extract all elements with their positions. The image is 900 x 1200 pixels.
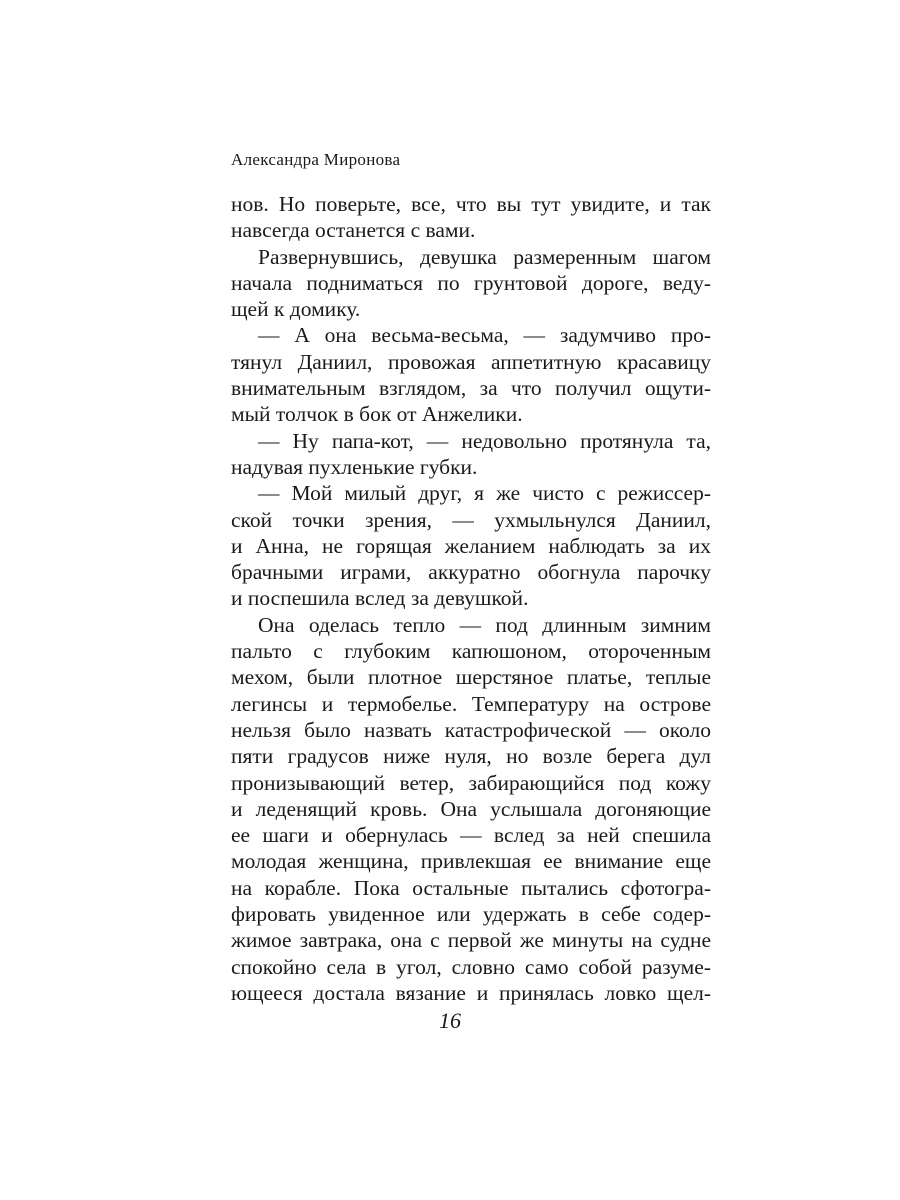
text-line: внимательным взглядом, за что получил ощути-	[231, 376, 711, 401]
text-line: пяти градусов ниже нуля, но возле берега дул	[231, 744, 711, 769]
text-line: мехом, были плотное шерстяное платье, теплые	[231, 665, 711, 690]
text-line: жимое завтрака, она с первой же минуты на судне	[231, 928, 711, 953]
text-line: навсегда останется с вами.	[231, 218, 476, 243]
text-line: и Анна, не горящая желанием наблюдать за их	[231, 533, 711, 558]
text-line: Развернувшись, девушка размеренным шагом	[258, 244, 711, 269]
text-line: легинсы и термобелье. Температуру на острове	[231, 691, 711, 716]
text-line: тянул Даниил, провожая аппетитную красавицу	[231, 349, 711, 374]
text-line: и поспешила вслед за девушкой.	[231, 586, 529, 611]
running-head-author: Александра Миронова	[231, 150, 401, 169]
text-line: щей к домику.	[231, 297, 361, 322]
text-line: нов. Но поверьте, все, что вы тут увидите, и так	[231, 192, 711, 216]
text-line: ской точки зрения, — ухмыльнулся Даниил,	[231, 507, 711, 532]
text-line: нельзя было назвать катастрофической — около	[231, 717, 711, 742]
page-number: 16	[439, 1008, 461, 1033]
text-line: — А она весьма-весьма, — задумчиво про-	[258, 323, 711, 348]
text-line: Она оделась тепло — под длинным зимним	[258, 612, 711, 637]
body-text	[231, 191, 711, 1006]
text-line: начала подниматься по грунтовой дороге, веду-	[231, 270, 711, 295]
text-line: на корабле. Пока остальные пытались сфотогра-	[231, 875, 711, 900]
text-line: фировать увиденное или удержать в себе содер-	[231, 902, 711, 927]
text-line: ее шаги и обернулась — вслед за ней спешила	[231, 823, 711, 848]
text-line: брачными играми, аккуратно обогнула парочку	[231, 560, 711, 585]
text-line: и леденящий кровь. Она услышала догоняющие	[231, 796, 711, 821]
text-line: пальто с глубоким капюшоном, отороченным	[231, 639, 711, 664]
text-line: ющееся достала вязание и принялась ловко щел-	[231, 980, 711, 1005]
text-line: спокойно села в угол, словно само собой разуме-	[231, 954, 711, 979]
text-line: молодая женщина, привлекшая ее внимание еще	[231, 849, 711, 874]
text-line: — Мой милый друг, я же чисто с режиссер-	[258, 481, 711, 506]
text-line: мый толчок в бок от Анжелики.	[231, 402, 523, 427]
text-line: — Ну папа-кот, — недовольно протянула та,	[258, 428, 711, 453]
text-line: надувая пухленькие губки.	[231, 454, 478, 479]
text-line: пронизывающий ветер, забирающийся под кожу	[231, 770, 711, 795]
